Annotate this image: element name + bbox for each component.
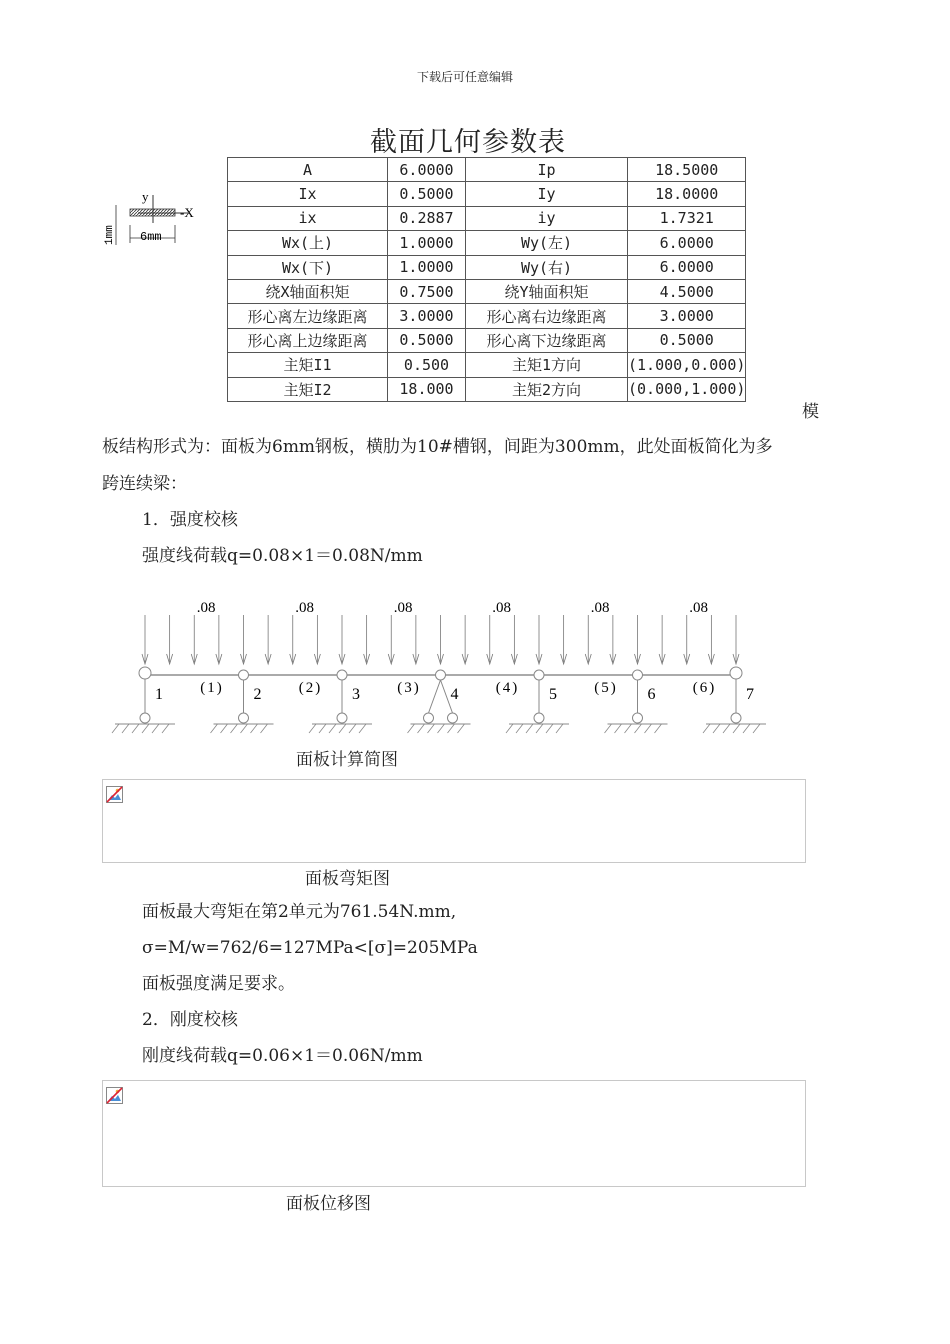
ground-hatch <box>339 724 346 733</box>
table-cell: 主矩2方向 <box>466 377 628 401</box>
table-cell: 形心离下边缘距离 <box>466 328 628 352</box>
support-top-hinge <box>730 667 742 679</box>
table-cell: Ix <box>228 182 388 206</box>
ground-hatch <box>329 724 336 733</box>
support-top-hinge <box>337 670 347 680</box>
ground-hatch <box>733 724 740 733</box>
table-cell: 主矩I2 <box>228 377 388 401</box>
ground-hatch <box>309 724 316 733</box>
span-label: (2) <box>298 680 323 696</box>
table-cell: 形心离上边缘距离 <box>228 328 388 352</box>
result-stress: σ=M/w=762/6=127MPa<[σ]=205MPa <box>142 938 478 958</box>
section-params-table <box>227 157 746 402</box>
table-cell: 形心离右边缘距离 <box>466 304 628 328</box>
ground-hatch <box>703 724 710 733</box>
width-dim-label: 6mm <box>140 230 162 244</box>
table-cell: Wy(左) <box>466 231 628 255</box>
ground-hatch <box>723 724 730 733</box>
support-top-hinge <box>633 670 643 680</box>
support-bottom-hinge <box>534 713 544 723</box>
table-cell: 4.5000 <box>628 279 746 303</box>
ground-hatch <box>132 724 139 733</box>
table-cell: Wy(右) <box>466 255 628 279</box>
table-cell: 0.5000 <box>628 328 746 352</box>
node-label: 6 <box>647 686 656 703</box>
panel-calc-diagram <box>105 590 785 740</box>
node-label: 2 <box>253 686 262 703</box>
table-cell: 18.0000 <box>628 182 746 206</box>
table-cell: 主矩I1 <box>228 353 388 377</box>
table-cell: 0.500 <box>388 353 466 377</box>
ground-hatch <box>408 724 415 733</box>
table-cell: 18.000 <box>388 377 466 401</box>
ground-hatch <box>251 724 258 733</box>
broken-image-icon <box>106 1087 123 1104</box>
ground-hatch <box>615 724 622 733</box>
ground-hatch <box>349 724 356 733</box>
ground-hatch <box>221 724 228 733</box>
ground-hatch <box>152 724 159 733</box>
ground-hatch <box>546 724 553 733</box>
para-structure-line1: 板结构形式为：面板为6mm钢板，横肋为10#槽钢，间距为300mm，此处面板简化为多 <box>102 437 773 457</box>
ground-hatch <box>556 724 563 733</box>
table-cell: 形心离左边缘距离 <box>228 304 388 328</box>
table-cell: Wx(下) <box>228 255 388 279</box>
span-label: (3) <box>397 680 421 696</box>
ground-hatch <box>645 724 652 733</box>
support-bottom-hinge <box>337 713 347 723</box>
table-cell: 绕X轴面积矩 <box>228 279 388 303</box>
table-title: 截面几何参数表 <box>370 127 566 158</box>
table-cell: 3.0000 <box>628 304 746 328</box>
text-mo: 模 <box>802 402 819 422</box>
span-label: (6) <box>692 680 717 696</box>
displacement-diagram-image <box>102 1080 806 1187</box>
ground-hatch <box>635 724 642 733</box>
ground-hatch <box>526 724 533 733</box>
beam-labels <box>155 600 754 703</box>
ground-hatch <box>112 724 119 733</box>
table-row <box>228 353 746 377</box>
table-cell: ix <box>228 206 388 230</box>
plate-section-shape <box>130 209 175 216</box>
support-top-hinge <box>139 667 151 679</box>
stiffness-load-text: 刚度线荷载q=0.06×1＝0.06N/mm <box>142 1046 423 1066</box>
ground-hatch <box>625 724 632 733</box>
table-cell: 绕Y轴面积矩 <box>466 279 628 303</box>
heading-strength-check: 1．强度校核 <box>142 510 238 530</box>
ground-hatch <box>605 724 612 733</box>
ground-hatch <box>743 724 750 733</box>
load-value-label: .08 <box>295 600 314 616</box>
table-cell: Wx(上) <box>228 231 388 255</box>
ground-hatch <box>536 724 543 733</box>
table-cell: 1.0000 <box>388 255 466 279</box>
ground-hatch <box>142 724 149 733</box>
ground-hatch <box>506 724 513 733</box>
ground-hatch <box>458 724 465 733</box>
caption-displacement-diagram: 面板位移图 <box>286 1194 371 1214</box>
ground-hatch <box>359 724 366 733</box>
table-cell: 0.7500 <box>388 279 466 303</box>
span-label: (4) <box>495 680 520 696</box>
table-row <box>228 231 746 255</box>
caption-calc-diagram: 面板计算简图 <box>296 750 398 770</box>
node-label: 7 <box>746 686 754 703</box>
table-cell: 0.5000 <box>388 328 466 352</box>
table-cell: 6.0000 <box>628 255 746 279</box>
section-sketch <box>98 185 208 247</box>
table-cell: 18.5000 <box>628 158 746 182</box>
support-bottom-hinge <box>140 713 150 723</box>
table-cell: 1.7321 <box>628 206 746 230</box>
table-cell: 3.0000 <box>388 304 466 328</box>
strength-load-text: 强度线荷载q=0.08×1＝0.08N/mm <box>142 546 423 566</box>
table-cell: 主矩1方向 <box>466 353 628 377</box>
node-label: 1 <box>155 686 163 703</box>
table-cell: 6.0000 <box>388 158 466 182</box>
table-cell: 6.0000 <box>628 231 746 255</box>
node-label: 5 <box>549 686 557 703</box>
ground-hatch <box>448 724 455 733</box>
load-value-label: .08 <box>689 600 708 616</box>
ground-hatch <box>211 724 218 733</box>
table-row <box>228 182 746 206</box>
table-row <box>228 377 746 401</box>
result-strength-ok: 面板强度满足要求。 <box>142 974 295 994</box>
support-strut <box>429 680 453 713</box>
table-row <box>228 206 746 230</box>
axis-x-label: -X <box>180 205 194 220</box>
ground-hatch <box>261 724 268 733</box>
load-value-label: .08 <box>590 600 610 616</box>
ground-hatch <box>241 724 248 733</box>
node-label: 4 <box>450 686 459 703</box>
beam-supports <box>112 667 766 733</box>
table-cell: 0.2887 <box>388 206 466 230</box>
support-bottom-hinge <box>239 713 249 723</box>
ground-hatch <box>655 724 662 733</box>
support-bottom-hinge <box>731 713 741 723</box>
ground-hatch <box>516 724 523 733</box>
load-value-label: .08 <box>196 600 216 616</box>
caption-moment-diagram: 面板弯矩图 <box>305 869 390 889</box>
table-cell: A <box>228 158 388 182</box>
span-label: (1) <box>200 680 224 696</box>
support-bottom-hinge <box>448 713 458 723</box>
table-cell: 0.5000 <box>388 182 466 206</box>
load-value-label: .08 <box>492 600 511 616</box>
para-structure-line2: 跨连续梁： <box>102 474 187 494</box>
broken-image-icon <box>106 786 123 803</box>
table-cell: iy <box>466 206 628 230</box>
distributed-load-arrows <box>142 615 739 664</box>
table-row <box>228 304 746 328</box>
node-label: 3 <box>352 686 360 703</box>
table-cell: (1.000,0.000) <box>628 353 746 377</box>
ground-hatch <box>418 724 425 733</box>
table-row <box>228 255 746 279</box>
ground-hatch <box>753 724 760 733</box>
ground-hatch <box>713 724 720 733</box>
table-cell: (0.000,1.000) <box>628 377 746 401</box>
ground-hatch <box>162 724 169 733</box>
support-top-hinge <box>534 670 544 680</box>
ground-hatch <box>231 724 238 733</box>
moment-diagram-image <box>102 779 806 863</box>
axis-y-label: y <box>142 189 149 204</box>
table-row <box>228 279 746 303</box>
ground-hatch <box>319 724 326 733</box>
ground-hatch <box>428 724 435 733</box>
support-bottom-hinge <box>424 713 434 723</box>
table-cell: Ip <box>466 158 628 182</box>
height-dim-label: 1mm <box>104 225 116 245</box>
span-label: (5) <box>594 680 618 696</box>
table-cell: Iy <box>466 182 628 206</box>
heading-stiffness-check: 2．刚度校核 <box>142 1010 238 1030</box>
table-cell: 1.0000 <box>388 231 466 255</box>
table-row <box>228 158 746 182</box>
page-header: 下载后可任意编辑 <box>416 70 513 84</box>
result-max-moment: 面板最大弯矩在第2单元为761.54N.mm, <box>142 902 457 922</box>
support-top-hinge <box>239 670 249 680</box>
support-bottom-hinge <box>633 713 643 723</box>
table-row <box>228 328 746 352</box>
support-top-hinge <box>436 670 446 680</box>
ground-hatch <box>122 724 129 733</box>
ground-hatch <box>438 724 445 733</box>
load-value-label: .08 <box>393 600 413 616</box>
